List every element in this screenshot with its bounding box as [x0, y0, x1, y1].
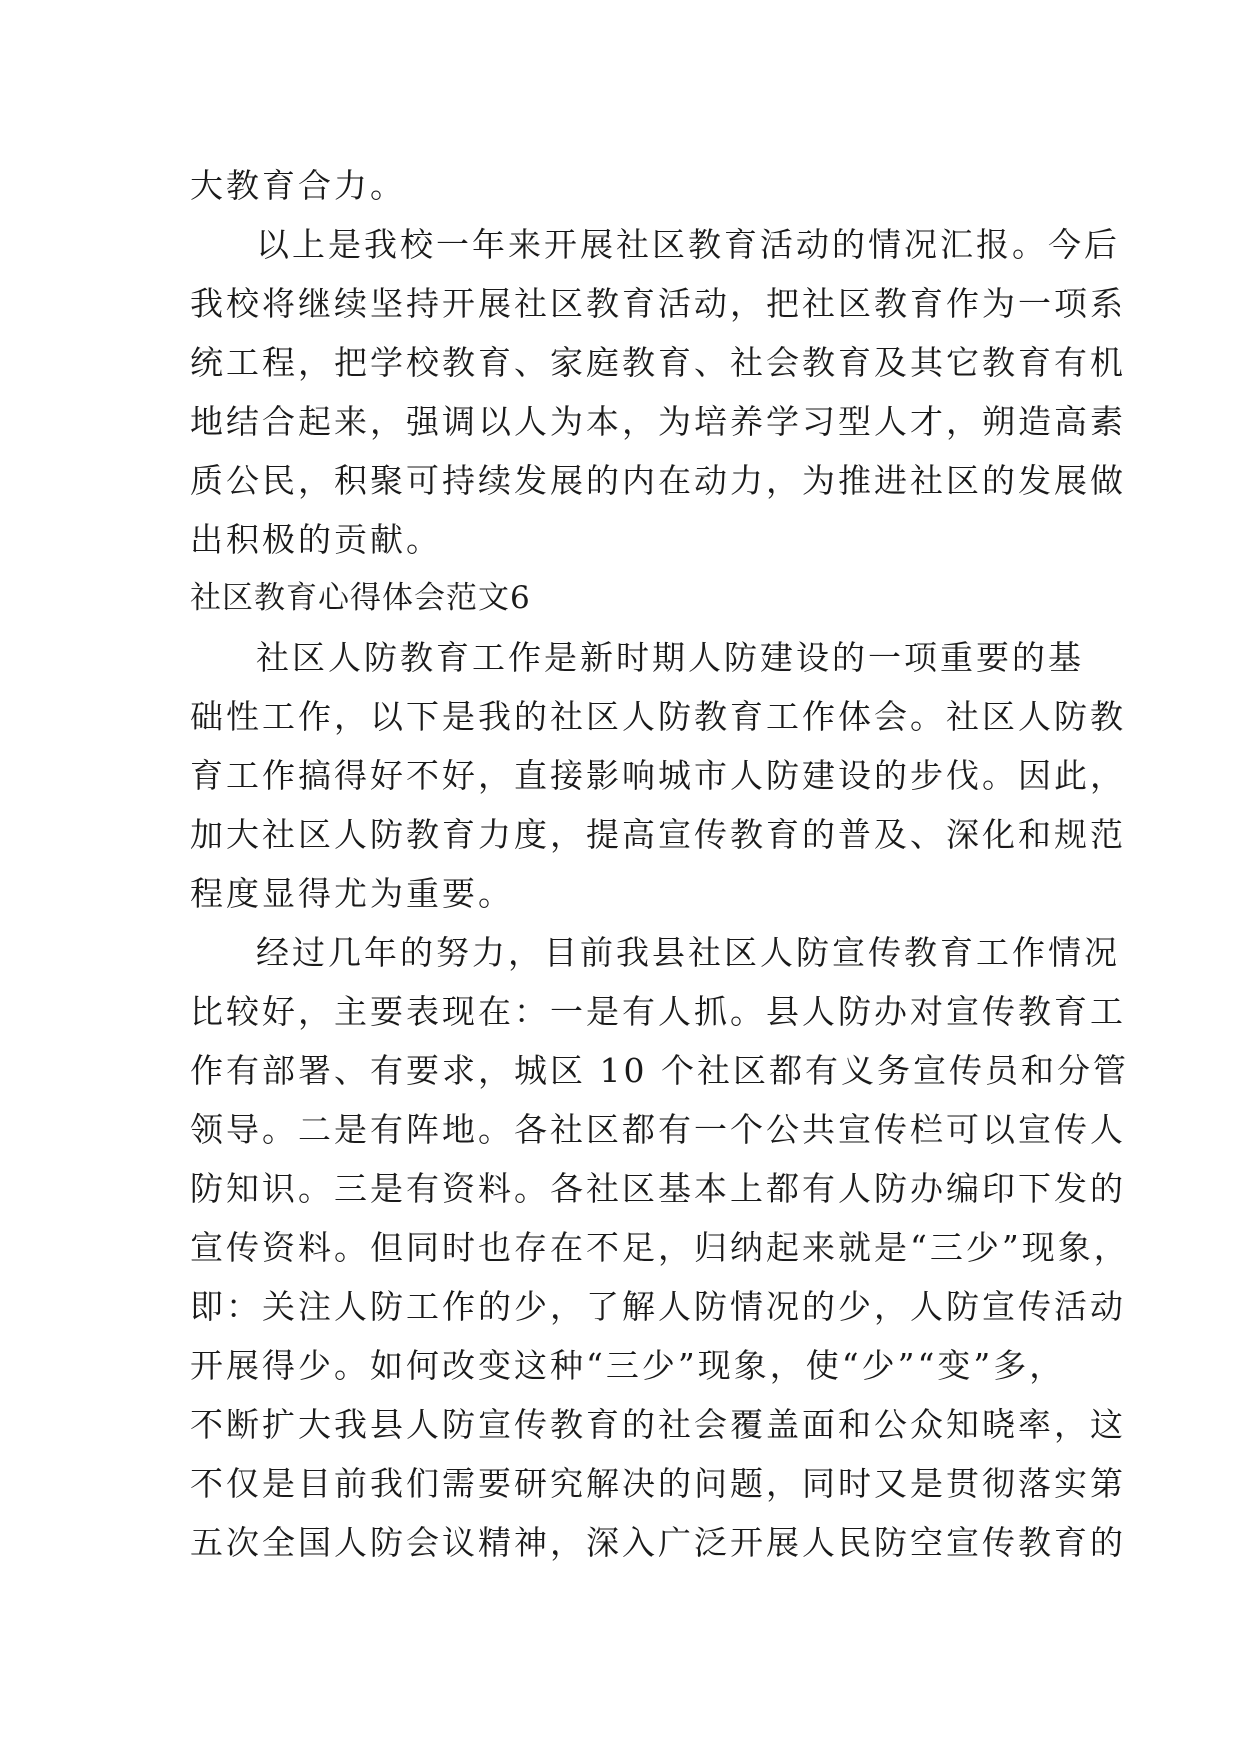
paragraph-line: 加大社区人防教育力度，提高宣传教育的普及、深化和规范 [190, 815, 1126, 854]
document-body [190, 156, 1130, 1572]
paragraph-line: 防知识。三是有资料。各社区基本上都有人防办编印下发的 [190, 1169, 1126, 1208]
section-heading: 社区教育心得体会范文6 [190, 580, 531, 616]
paragraph-line: 不断扩大我县人防宣传教育的社会覆盖面和公众知晓率，这 [190, 1405, 1126, 1444]
paragraph-line: 开展得少。如何改变这种“三少”现象，使“少”“变”多， [190, 1346, 1066, 1385]
paragraph-line: 即：关注人防工作的少，了解人防情况的少，人防宣传活动 [190, 1287, 1126, 1326]
paragraph-line: 大教育合力。 [190, 166, 406, 205]
paragraph-line: 地结合起来，强调以人为本，为培养学习型人才，朔造高素 [190, 402, 1126, 441]
paragraph-line: 不仅是目前我们需要研究解决的问题，同时又是贯彻落实第 [190, 1464, 1126, 1503]
paragraph-line: 质公民，积聚可持续发展的内在动力，为推进社区的发展做 [190, 461, 1126, 500]
paragraph-line: 五次全国人防会议精神，深入广泛开展人民防空宣传教育的 [190, 1523, 1126, 1562]
paragraph-line: 作有部署、有要求，城区 10 个社区都有义务宣传员和分管 [190, 1051, 1129, 1090]
paragraph-line: 我校将继续坚持开展社区教育活动，把社区教育作为一项系 [190, 284, 1126, 323]
paragraph-line: 比较好，主要表现在：一是有人抓。县人防办对宣传教育工 [190, 992, 1126, 1031]
paragraph-line: 础性工作，以下是我的社区人防教育工作体会。社区人防教 [190, 697, 1126, 736]
paragraph-line: 宣传资料。但同时也存在不足，归纳起来就是“三少”现象， [190, 1228, 1130, 1267]
paragraph-line: 统工程，把学校教育、家庭教育、社会教育及其它教育有机 [190, 343, 1126, 382]
paragraph-line: 社区人防教育工作是新时期人防建设的一项重要的基 [256, 638, 1084, 677]
paragraph-line: 育工作搞得好不好，直接影响城市人防建设的步伐。因此， [190, 756, 1126, 795]
paragraph-line: 领导。二是有阵地。各社区都有一个公共宣传栏可以宣传人 [190, 1110, 1126, 1149]
paragraph-line: 以上是我校一年来开展社区教育活动的情况汇报。今后 [256, 225, 1120, 264]
paragraph-line: 出积极的贡献。 [190, 520, 442, 559]
paragraph-line: 经过几年的努力，目前我县社区人防宣传教育工作情况 [256, 933, 1120, 972]
paragraph-line: 程度显得尤为重要。 [190, 874, 514, 913]
